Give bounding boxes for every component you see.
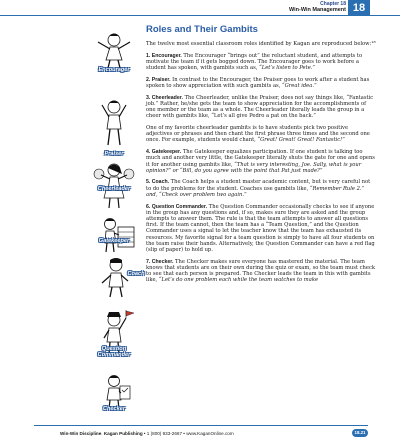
footer-contact: • 1 (800) 933-2667 • www.KaganOnline.com — [142, 431, 234, 436]
role-gatekeeper — [146, 149, 376, 174]
role-coach — [146, 179, 376, 198]
role-text: One of my favorite cheerleader gambits is to have students pick two positive adjectives or phrases and then chant the first phrase three times and the second one once. For example, students would chant, — [146, 125, 370, 144]
role-text: The Encourager “brings out” the reluctant student, and attempts to motivate the team if it gets bogged down. The Encourager goes to work before a student has spoken, with gambits such as, — [146, 52, 363, 72]
role-gambit: “That is very interesting, Joe. Sally, what is your opinion?” or “Bill, do you agree with the point that Pat just made?” — [146, 161, 362, 174]
chapter-tab: 18 — [348, 0, 370, 16]
praiser-figure — [88, 95, 140, 157]
checker-figure — [88, 372, 140, 412]
article-body — [146, 24, 376, 289]
question-commander-caption: Question Commander — [97, 346, 131, 359]
role-heading: 2. Praiser. — [146, 76, 171, 83]
section-title: Roles and Their Gambits — [146, 24, 258, 35]
role-gambit: “Remember Rule 2.” and, “Check over problem two again.” — [146, 185, 365, 198]
role-heading: 1. Encourager. — [146, 52, 182, 59]
role-gambit: “Great idea.” — [282, 83, 317, 90]
encourager-figure — [88, 30, 140, 76]
role-text: The Cheerleader, unlike the Praiser, does not say things like, “Fantastic job.” Rather, he/she gets the team to show appreciation for the accomplishments of one member or the team as a whole. The Cheerleader literally leads the group in a cheer with gambits like, “Let’s all give Pedro a pat on the back.” — [146, 94, 374, 120]
cheerleader-figure — [88, 160, 140, 212]
footer-rule — [34, 425, 368, 426]
role-checker — [146, 259, 376, 284]
cheerleader-caption: Cheerleader — [97, 186, 131, 192]
page-number-badge: 18.21 — [352, 429, 368, 437]
role-heading: 3. Cheerleader. — [146, 94, 183, 101]
role-praiser — [146, 77, 376, 89]
coach-figure — [88, 255, 145, 299]
role-question-commander — [146, 204, 376, 254]
header-rule — [0, 15, 400, 16]
role-heading: 4. Gatekeeper. — [146, 149, 182, 156]
cheerleader-note — [146, 125, 376, 144]
page-footer — [0, 425, 400, 445]
role-text: The Gatekeeper equalizes participation. If one student is talking too much and another very little, the Gatekeeper literally shuts the gate for one and opens it for another using gambits like, — [146, 149, 375, 168]
chapter-title: Win-Win Management — [288, 7, 346, 13]
intro-paragraph: The twelve most essential classroom roles identified by Kagan are reproduced below:¹⁸ — [146, 41, 376, 47]
checker-caption: Checker — [102, 406, 126, 412]
chapter-label — [289, 1, 346, 13]
role-gambit: “Great! Great! Great! Fantastic!” — [257, 137, 345, 144]
role-text: The Question Commander occasionally checks to see if anyone in the group has any questions and, if so, makes sure they are asked and the group attempts to answer them. The rule is that the team attempts to answer all questions first. If the team cannot, then the team has a “Team Question,” and the Question Commander uses a signal to let the teacher know that the team has exhausted its resources. My favorite signal for a team question is simply to have all four students on the team raise their hands. Alternatively, the Question Commander can have a red flag (slip of paper) to hold up. — [146, 203, 375, 253]
role-text: The Coach helps a student master academic content, but is very careful not to do the problems for the student. Coaches use gambits like, — [146, 179, 371, 192]
praiser-caption: Praiser — [104, 151, 124, 157]
role-heading: 5. Coach. — [146, 179, 170, 186]
role-heading: 7. Checker. — [146, 258, 174, 265]
role-gambit: “Let’s do one problem each while the team watches to make — [158, 277, 319, 284]
role-encourager — [146, 53, 376, 72]
question-commander-figure — [88, 310, 140, 360]
footer-credit: Win-Win Discipline. Kagan Publishing • 1 (800) 933-2667 • www.KaganOnline.com — [60, 431, 234, 436]
role-cheerleader — [146, 95, 376, 120]
role-heading: 6. Question Commander. — [146, 203, 208, 210]
gatekeeper-figure — [88, 215, 140, 255]
chapter-number: Chapter 18 — [320, 1, 346, 7]
role-text: The Checker makes sure everyone has mastered the material. The team knows that students are on their own during the quiz or exam, so the team must check to see that each person is prepared. The Checker leads the team in this with gambits like, — [146, 258, 375, 284]
coach-caption: Coach — [127, 271, 145, 277]
gatekeeper-caption: Gatekeeper — [98, 238, 130, 244]
encourager-caption: Encourager — [98, 67, 130, 73]
role-gambit: “Let’s listen to Pete.” — [259, 65, 316, 72]
footer-publisher: Kagan Publishing — [103, 431, 143, 436]
role-text: In contrast to the Encourager, the Praiser goes to work after a student has spoken to show appreciation with such gambits as, — [146, 76, 370, 90]
page-header — [0, 0, 400, 16]
footer-book-title: Win-Win Discipline — [60, 431, 102, 436]
